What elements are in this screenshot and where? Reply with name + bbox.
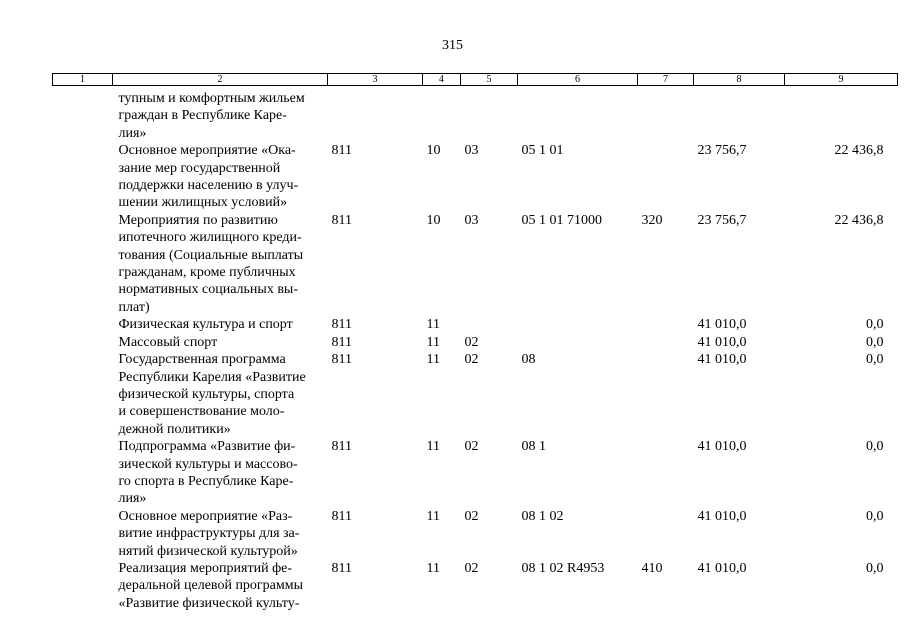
- table-cell-c6: 05 1 01: [521, 143, 564, 159]
- table-cell-c5: 02: [464, 334, 479, 350]
- table-cell-c9: 0,0: [866, 352, 884, 368]
- table-cell-c9: 0,0: [866, 560, 884, 576]
- table-cell-c5: 02: [464, 560, 479, 576]
- table-cell-c9: 0,0: [866, 317, 884, 333]
- table-cell-c7: 320: [641, 212, 663, 228]
- table-cell-c9: 0,0: [866, 334, 884, 350]
- table-cell-c8: 41 010,0: [697, 352, 747, 368]
- table-cell-c7: [638, 351, 694, 438]
- column-header-4: 4: [423, 74, 461, 86]
- table-cell-c1: [53, 212, 113, 316]
- table-cell-c3: 811: [331, 439, 352, 455]
- table-cell-c1: [53, 438, 113, 508]
- table-cell-c2: Реализация мероприятий фе- деральной целевой программы «Развитие физической культу-: [118, 560, 304, 611]
- table-row: [53, 316, 898, 333]
- table-cell-c4: [423, 86, 461, 143]
- table-cell-c6: [518, 86, 638, 143]
- table-row: [53, 212, 898, 316]
- table-cell-c4: 11: [426, 560, 440, 576]
- table-cell-c7: [638, 86, 694, 143]
- column-header-2: 2: [113, 74, 328, 86]
- table-cell-c1: [53, 351, 113, 438]
- table-row: [53, 86, 898, 143]
- table-cell-c7: [638, 316, 694, 333]
- table-cell-c9: 0,0: [866, 508, 884, 524]
- table-cell-c6: [518, 334, 638, 351]
- table-cell-c4: 10: [426, 143, 441, 159]
- column-header-8: 8: [694, 74, 785, 86]
- table-cell-c6: 08 1 02 R4953: [521, 560, 605, 576]
- table-cell-c8: 23 756,7: [697, 143, 747, 159]
- table-cell-c2: Подпрограмма «Развитие фи- зической культуры и массово- го спорта в Республике Каре- лия»: [118, 439, 298, 507]
- table-cell-c5: 03: [464, 143, 479, 159]
- table-cell-c2: тупным и комфортным жильем граждан в Республике Каре- лия»: [118, 91, 305, 141]
- table-cell-c9: [785, 86, 898, 143]
- table-body: [53, 86, 898, 613]
- table-cell-c5: [461, 86, 518, 143]
- table-cell-c5: [461, 316, 518, 333]
- table-cell-c4: 11: [426, 334, 440, 350]
- table-cell-c3: 811: [331, 143, 352, 159]
- column-header-9: 9: [785, 74, 898, 86]
- table-cell-c9: 0,0: [866, 439, 884, 455]
- table-cell-c2: Массовый спорт: [118, 334, 218, 350]
- table-cell-c3: 811: [331, 352, 352, 368]
- table-cell-c5: 02: [464, 439, 479, 455]
- table-cell-c8: 41 010,0: [697, 334, 747, 350]
- column-header-5: 5: [461, 74, 518, 86]
- table-cell-c7: [638, 334, 694, 351]
- column-header-3: 3: [328, 74, 423, 86]
- table-cell-c4: 11: [426, 317, 440, 333]
- table-cell-c5: 02: [464, 508, 479, 524]
- table-cell-c1: [53, 508, 113, 560]
- column-header-7: 7: [638, 74, 694, 86]
- table-row: [53, 560, 898, 612]
- table-cell-c6: 08 1: [521, 439, 546, 455]
- table-cell-c3: 811: [331, 508, 352, 524]
- table-cell-c2: Государственная программа Республики Карелия «Развитие физической культуры, спорта и совершенствование моло- дежной политики»: [118, 352, 306, 437]
- table-cell-c4: 11: [426, 439, 440, 455]
- column-header-6: 6: [518, 74, 638, 86]
- budget-table: [52, 73, 898, 612]
- table-cell-c8: 41 010,0: [697, 560, 747, 576]
- table-cell-c4: 11: [426, 352, 440, 368]
- table-cell-c1: [53, 86, 113, 143]
- table-cell-c2: Физическая культура и спорт: [118, 317, 293, 333]
- table-cell-c1: [53, 334, 113, 351]
- table-cell-c8: 23 756,7: [697, 212, 747, 228]
- column-header-1: 1: [53, 74, 113, 86]
- table-cell-c3: 811: [331, 212, 352, 228]
- table-cell-c4: 11: [426, 508, 440, 524]
- table-cell-c6: 08: [521, 352, 536, 368]
- table-cell-c5: 02: [464, 352, 479, 368]
- table-cell-c3: 811: [331, 560, 352, 576]
- table-cell-c7: [638, 508, 694, 560]
- table-row: [53, 334, 898, 351]
- table-cell-c3: 811: [331, 334, 352, 350]
- table-cell-c8: 41 010,0: [697, 317, 747, 333]
- table-cell-c6: [518, 316, 638, 333]
- table-cell-c7: [638, 142, 694, 212]
- table-row: [53, 351, 898, 438]
- table-cell-c2: Основное мероприятие «Раз- витие инфраструктуры для за- нятий физической культурой»: [118, 508, 300, 559]
- table-cell-c1: [53, 142, 113, 212]
- table-cell-c2: Мероприятия по развитию ипотечного жилищного креди- тования (Социальные выплаты гражданам, кроме публичных нормативных социальных вы- плат): [118, 212, 304, 315]
- table-cell-c8: [694, 86, 785, 143]
- table-cell-c8: 41 010,0: [697, 508, 747, 524]
- table-cell-c4: 10: [426, 212, 441, 228]
- table-cell-c3: [328, 86, 423, 143]
- table-cell-c5: 03: [464, 212, 479, 228]
- table-cell-c7: [638, 438, 694, 508]
- table-row: [53, 142, 898, 212]
- table-cell-c9: 22 436,8: [834, 212, 884, 228]
- table-cell-c6: 05 1 01 71000: [521, 212, 602, 228]
- table-row: [53, 438, 898, 508]
- table-row: [53, 508, 898, 560]
- table-cell-c7: 410: [641, 560, 663, 576]
- table-header: [53, 74, 898, 86]
- table-cell-c1: [53, 560, 113, 612]
- table-cell-c3: 811: [331, 317, 352, 333]
- table-cell-c1: [53, 316, 113, 333]
- table-cell-c6: 08 1 02: [521, 508, 564, 524]
- page-number: 315: [442, 38, 463, 53]
- table-cell-c2: Основное мероприятие «Ока- зание мер государственной поддержки населению в улуч- шении жилищных условий»: [118, 143, 299, 211]
- table-cell-c9: 22 436,8: [834, 143, 884, 159]
- table-cell-c8: 41 010,0: [697, 439, 747, 455]
